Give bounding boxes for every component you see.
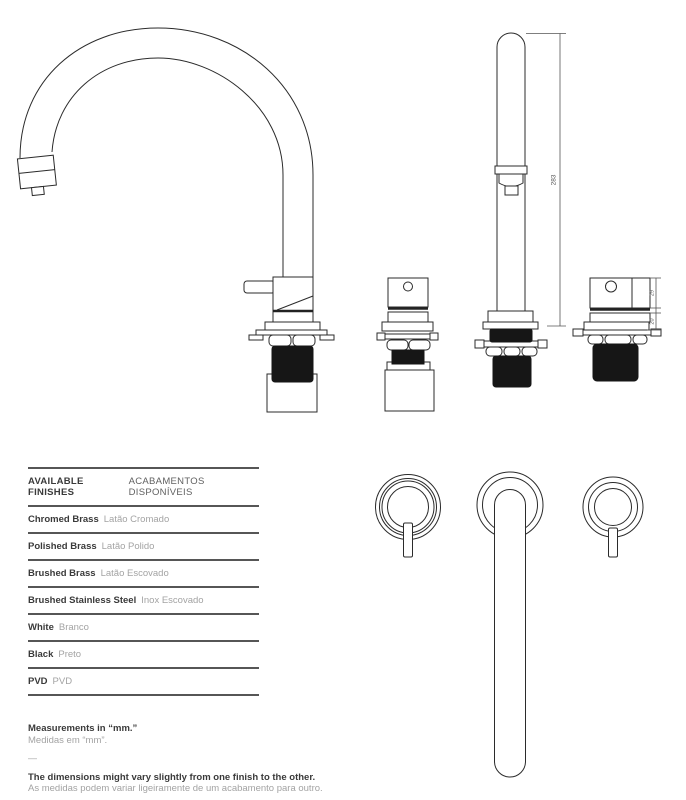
finish-row-white xyxy=(28,615,259,642)
lever-stub xyxy=(609,528,618,557)
measurements-note-en: Measurements in “mm.” xyxy=(28,723,138,734)
mounting-nut xyxy=(588,335,647,344)
spout-side-view-drawing xyxy=(0,0,345,420)
finish-name-en: Polished Brass xyxy=(28,541,97,552)
deck-flange xyxy=(573,322,661,336)
finish-name-pt: Preto xyxy=(58,649,82,660)
finish-name-pt: Inox Escovado xyxy=(141,595,204,606)
mixer-body xyxy=(273,277,313,322)
finish-name-en: Chromed Brass xyxy=(28,514,99,525)
left-handle-top-view xyxy=(376,475,441,558)
aerator-nub xyxy=(505,186,518,195)
dimension-label-handle-lower: 20 xyxy=(649,318,656,325)
threaded-shank xyxy=(593,344,638,381)
dimension-label-handle-upper: 29 xyxy=(649,289,656,297)
finish-name-en: Brushed Brass xyxy=(28,568,96,579)
valve-cartridge-body xyxy=(385,362,434,411)
threaded-shank xyxy=(272,346,313,382)
finish-name-pt: Latão Cromado xyxy=(103,514,170,525)
finish-name-pt: Latão Polido xyxy=(101,541,155,552)
spout-front-view-drawing xyxy=(465,20,580,400)
spout-tip xyxy=(17,155,57,197)
deck-flange xyxy=(377,322,438,340)
height-dimension xyxy=(526,34,566,327)
aerator-nub xyxy=(32,186,45,195)
mounting-nut xyxy=(387,340,430,350)
handle-body xyxy=(590,278,650,322)
finishes-table-header xyxy=(28,469,259,507)
finish-row-brushed-stainless-steel xyxy=(28,588,259,615)
deck-flange xyxy=(249,322,334,340)
finish-name-pt: Latão Escovado xyxy=(100,568,169,579)
notes-separator: — xyxy=(28,753,37,763)
finish-row-pvd xyxy=(28,669,259,696)
mounting-nut xyxy=(269,335,315,346)
measurements-note-pt: Medidas em “mm”. xyxy=(28,734,108,746)
knurled-ring xyxy=(490,329,532,342)
threaded-shank xyxy=(392,350,424,364)
right-handle-top-view xyxy=(583,477,643,557)
lever-end-circle xyxy=(404,282,413,291)
lever-stub xyxy=(404,523,413,557)
faucet-top-view-drawing xyxy=(360,455,686,800)
available-finishes-table xyxy=(28,467,259,696)
finish-name-en: Black xyxy=(28,649,54,660)
lever-handle xyxy=(244,281,275,293)
finish-name-pt: PVD xyxy=(52,676,73,687)
finish-row-polished-brass xyxy=(28,534,259,561)
handle-body xyxy=(388,278,428,322)
finishes-title-pt: ACABAMENTOS DISPONÍVEIS xyxy=(128,476,205,498)
lever-end-circle xyxy=(606,281,617,292)
finish-name-en: White xyxy=(28,622,54,633)
spout-top-view xyxy=(477,472,543,777)
variance-note-en: The dimensions might vary slightly from one finish to the other. xyxy=(28,771,316,783)
valve-side-view-drawing xyxy=(570,260,686,400)
spout-tip-front xyxy=(495,166,527,195)
footnotes xyxy=(28,723,323,795)
finish-name-en: PVD xyxy=(28,676,48,687)
spout-arm xyxy=(495,490,526,778)
finishes-title-en: AVAILABLE FINISHES xyxy=(28,476,84,498)
finish-row-brushed-brass xyxy=(28,561,259,588)
mounting-nut xyxy=(486,347,537,356)
finish-row-black xyxy=(28,642,259,669)
valve-front-view-drawing xyxy=(360,260,470,420)
dimension-label-spout-height: 283 xyxy=(550,174,558,186)
finish-name-en: Brushed Stainless Steel xyxy=(28,595,137,606)
gooseneck-arc xyxy=(20,28,313,277)
variance-note-pt: As medidas podem variar ligeiramente de um acabamento para outro. xyxy=(28,783,323,794)
finish-name-pt: Branco xyxy=(58,622,89,633)
threaded-shank xyxy=(493,356,531,387)
finish-row-chromed-brass xyxy=(28,507,259,534)
